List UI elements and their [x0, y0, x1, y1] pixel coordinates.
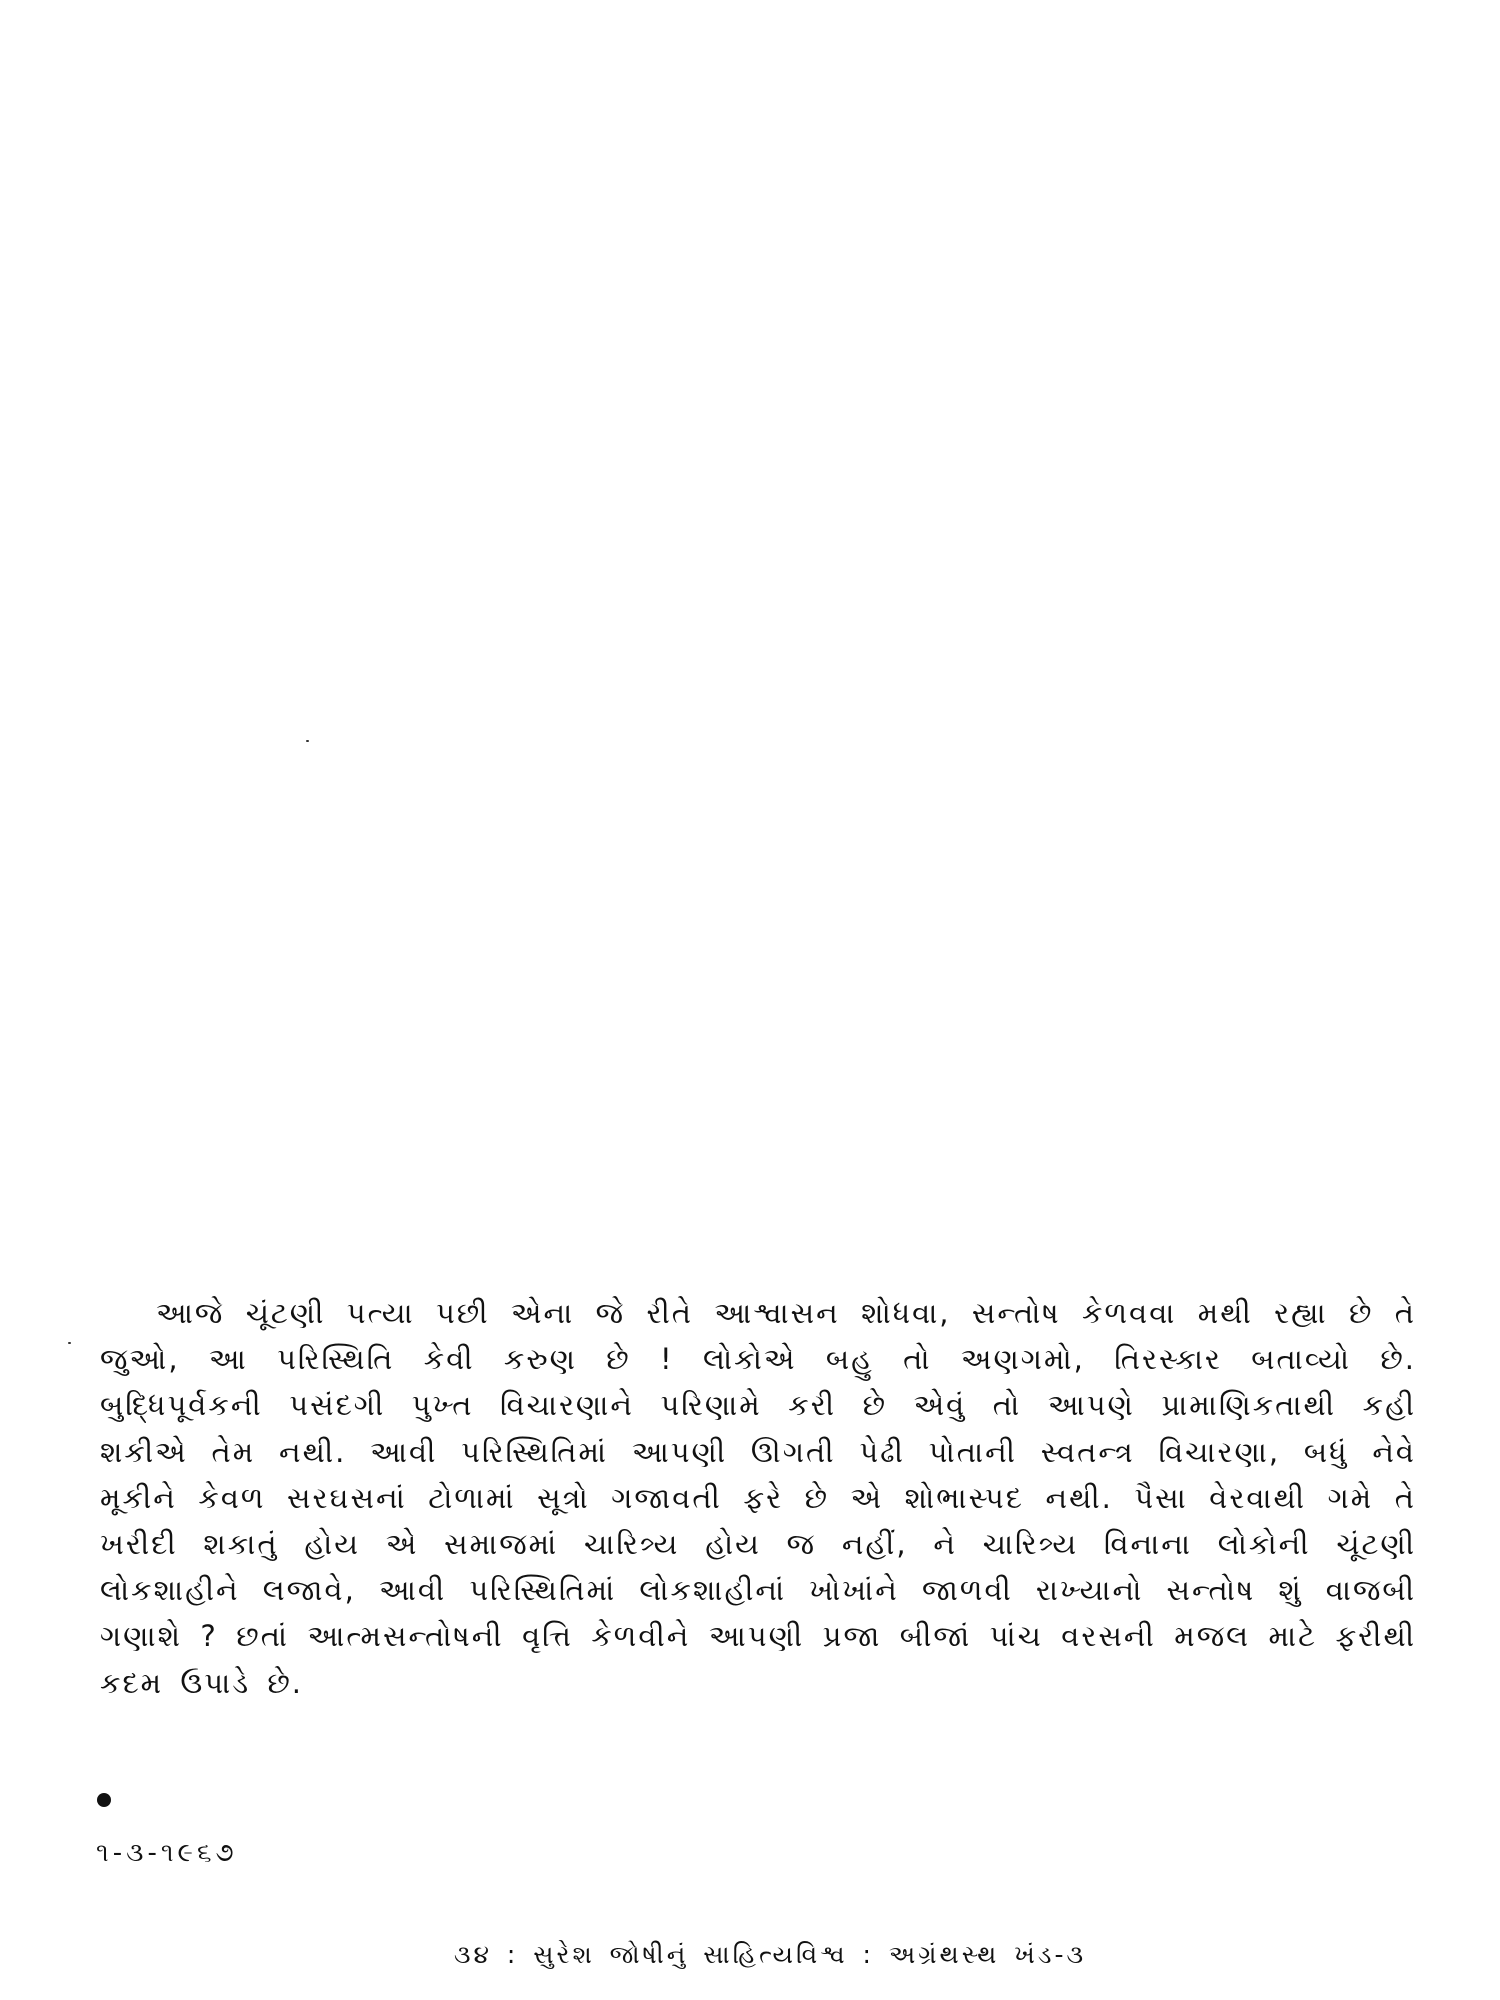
article-paragraph: આજે ચૂંટણી પત્યા પછી એના જે રીતે આશ્વાસન શોધવા, સન્તોષ કેળવવા મથી રહ્યા છે તે જુઓ, આ પરિસ્થિતિ કેવી કરુણ છે ! લોકોએ બહુ તો અણગમો, તિરસ્કાર બતાવ્યો છે. બુદ્ધિપૂર્વકની પસંદગી પુખ્ત વિચારણાને પરિણામે કરી છે એવું તો આપણે પ્રામાણિકતાથી કહી શકીએ તેમ નથી. આવી પરિસ્થિતિમાં આપણી ઊગતી પેઢી પોતાની સ્વતન્ત્ર વિચારણા, બધું નેવે મૂકીને કેવળ સરઘસનાં ટોળામાં સૂત્રો ગજાવતી ફરે છે એ શોભાસ્પદ નથી. પૈસા વેરવાથી ગમે તે ખરીદી શકાતું હોય એ સમાજમાં ચારિત્ર્ય હોય જ નહીં, ને ચારિત્ર્ય વિનાના લોકોની ચૂંટણી લોકશાહીને લજાવે, આવી પરિસ્થિતિમાં લોકશાહીનાં ખોખાંને જાળવી રાખ્યાનો સન્તોષ શું વાજબી ગણાશે ? છતાં આત્મસન્તોષની વૃત્તિ કેળવીને આપણી પ્રજા બીજાં પાંચ વરસની મજલ માટે ફરીથી કદમ ઉપાડે છે. [100, 1296, 1416, 1700]
section-end-bullet [97, 1793, 111, 1807]
page-footer: ૩૪ : સુરેશ જોષીનું સાહિત્યવિશ્વ : અગ્રંથસ્થ ખંડ-૩ [453, 1940, 1087, 1969]
article-date: ૧-૩-૧૯૬૭ [96, 1838, 238, 1868]
scan-speck [306, 740, 309, 742]
scan-speck [68, 1342, 71, 1344]
